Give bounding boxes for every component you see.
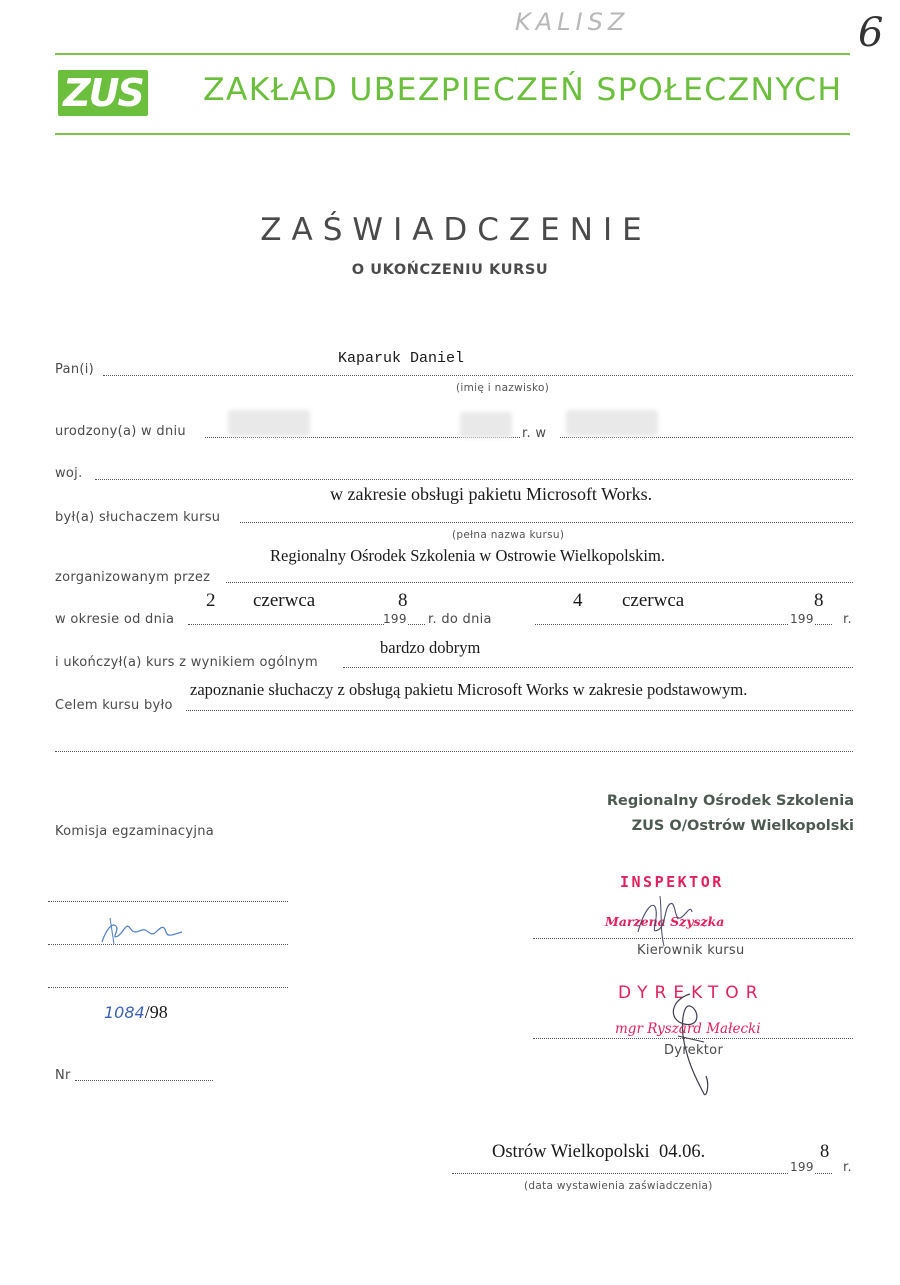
to-day: 4	[573, 590, 583, 611]
organization-stamp-line2: ZUS O/Ostrów Wielkopolski	[631, 818, 854, 834]
born-place-line	[560, 437, 853, 438]
period-r-end: r.	[843, 612, 852, 627]
goal-line-1	[186, 710, 853, 711]
header-top-rule	[55, 53, 850, 55]
result-value: bardzo dobrym	[380, 638, 481, 657]
from-month: czerwca	[253, 590, 316, 611]
goal-line-2	[55, 751, 853, 752]
director-name-stamp: mgr Ryszard Małecki	[615, 1021, 761, 1037]
name-line	[103, 375, 853, 376]
period-label: w okresie od dnia	[55, 612, 175, 627]
redacted-birth-year	[460, 412, 512, 438]
name-value: Kaparuk Daniel	[338, 350, 465, 367]
commission-line-1	[48, 901, 288, 902]
director-line	[533, 1038, 853, 1039]
goal-value: zapoznanie słuchaczy z obsługą pakietu Microsoft Works w zakresie podstawowym.	[190, 680, 748, 699]
redacted-birth-place	[566, 410, 658, 436]
to-year-line	[815, 624, 832, 625]
to-date-label: r. do dnia	[428, 612, 492, 627]
year-prefix-1: 199	[383, 612, 407, 626]
from-year-line	[408, 624, 425, 625]
nr-label: Nr	[55, 1068, 71, 1083]
to-year-digit: 8	[814, 590, 824, 611]
issue-hint: (data wystawienia zaświadczenia)	[524, 1180, 713, 1192]
issue-place-date: Ostrów Wielkopolski 04.06.	[492, 1142, 706, 1162]
inspector-title-stamp: INSPEKTOR	[620, 873, 724, 891]
result-label: i ukończył(a) kurs z wynikiem ogólnym	[55, 655, 318, 670]
organizer-value: Regionalny Ośrodek Szkolenia w Ostrowie Wielkopolskim.	[270, 546, 665, 565]
name-label: Pan(i)	[55, 362, 95, 377]
commission-line-3	[48, 987, 288, 988]
born-r-label: r. w	[522, 426, 547, 441]
issue-date-line	[452, 1173, 788, 1174]
certificate-number	[104, 1002, 168, 1023]
organization-stamp-line1: Regionalny Ośrodek Szkolenia	[606, 793, 854, 809]
issue-year-line	[815, 1173, 832, 1174]
to-date-line	[535, 624, 788, 625]
inspector-signature	[630, 890, 700, 950]
organizer-line	[226, 582, 853, 583]
voivodeship-label: woj.	[55, 466, 83, 481]
commission-signature	[98, 912, 188, 952]
zus-logo	[58, 70, 148, 116]
nr-line	[75, 1080, 213, 1081]
issue-r: r.	[843, 1160, 852, 1175]
from-date-line	[188, 624, 384, 625]
organizer-label: zorganizowanym przez	[55, 570, 211, 585]
born-label: urodzony(a) w dniu	[55, 424, 186, 439]
certificate-number-suffix: /98	[144, 1002, 168, 1022]
director-title-stamp: DYREKTOR	[618, 983, 765, 1003]
document-subtitle: O UKOŃCZENIU KURSU	[351, 262, 549, 278]
header-bottom-rule	[55, 133, 850, 135]
inspector-name-stamp: Marzena Szyszka	[605, 914, 725, 929]
goal-label: Celem kursu było	[55, 698, 173, 713]
page-mark: 6	[858, 10, 884, 56]
course-line	[240, 522, 853, 523]
institution-name: ZAKŁAD UBEZPIECZEŃ SPOŁECZNYCH	[203, 72, 843, 108]
course-value: w zakresie obsługi pakietu Microsoft Works.	[330, 484, 653, 504]
inspector-line	[533, 938, 853, 939]
issue-year-digit: 8	[820, 1142, 830, 1162]
from-year-digit: 8	[398, 590, 408, 611]
issue-year-prefix: 199	[790, 1160, 814, 1174]
to-month: czerwca	[622, 590, 685, 611]
result-line	[343, 667, 853, 668]
voivodeship-line	[95, 479, 853, 480]
document-title: ZAŚWIADCZENIE	[260, 212, 652, 248]
from-day: 2	[206, 590, 216, 611]
certificate-number-handwritten: 1084	[104, 1003, 145, 1022]
zus-logo-text: ZUS	[63, 71, 143, 115]
course-label: był(a) słuchaczem kursu	[55, 510, 221, 525]
name-hint: (imię i nazwisko)	[456, 382, 550, 394]
commission-label: Komisja egzaminacyjna	[55, 824, 215, 839]
redacted-birth-date	[228, 410, 310, 436]
director-role: Dyrektor	[664, 1043, 724, 1058]
inspector-role: Kierownik kursu	[637, 943, 745, 958]
year-prefix-2: 199	[790, 612, 814, 626]
course-hint: (pełna nazwa kursu)	[452, 529, 565, 541]
handwritten-city-note: KALISZ	[515, 8, 630, 36]
